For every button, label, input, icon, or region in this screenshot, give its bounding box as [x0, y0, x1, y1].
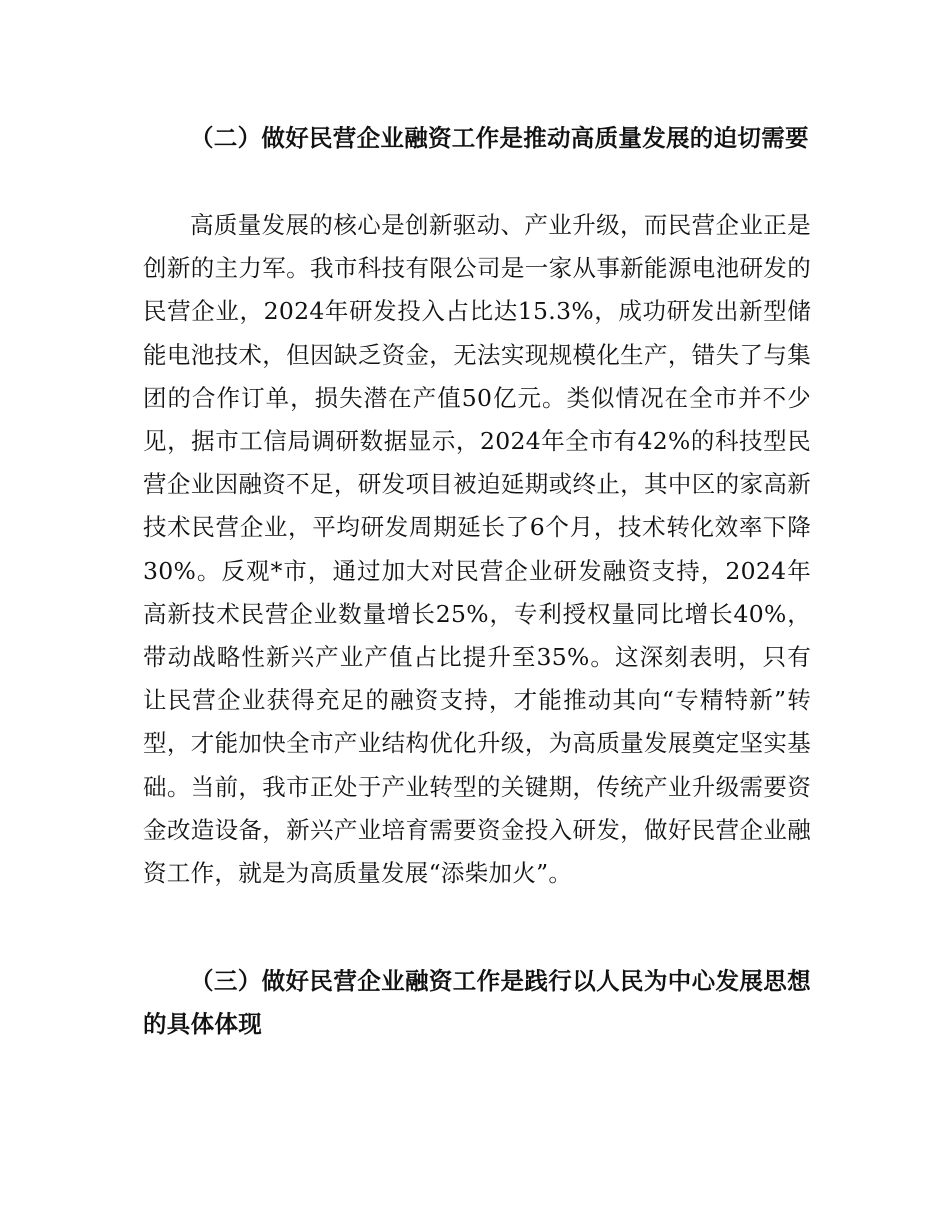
body-paragraph: 高质量发展的核心是创新驱动、产业升级，而民营企业正是创新的主力军。我市科技有限公司是一家从事新能源电池研发的民营企业，2024年研发投入占比达15.3%，成功研发出新型储能电池技术，但因缺乏资金，无法实现规模化生产，错失了与集团的合作订单，损失潜在产值50亿元。类似情况在全市并不少见，据市工信局调研数据显示，2024年全市有42%的科技型民营企业因融资不足，研发项目被迫延期或终止，其中区的家高新技术民营企业，平均研发周期延长了6个月，技术转化效率下降30%。反观*市，通过加大对民营企业研发融资支持，2024年高新技术民营企业数量增长25%，专利授权量同比增长40%，带动战略性新兴产业产值占比提升至35%。这深刻表明，只有让民营企业获得充足的融资支持，才能推动其向“专精特新”转型，才能加快全市产业结构优化升级，为高质量发展奠定坚实基础。当前，我市正处于产业转型的关键期，传统产业升级需要资金改造设备，新兴产业培育需要资金投入研发，做好民营企业融资工作，就是为高质量发展“添柴加火”。 — [143, 211, 811, 888]
section-heading-3: （三）做好民营企业融资工作是践行以人民为中心发展思想的具体体现 — [143, 967, 811, 1039]
section-heading-2: （二）做好民营企业融资工作是推动高质量发展的迫切需要 — [190, 124, 809, 152]
